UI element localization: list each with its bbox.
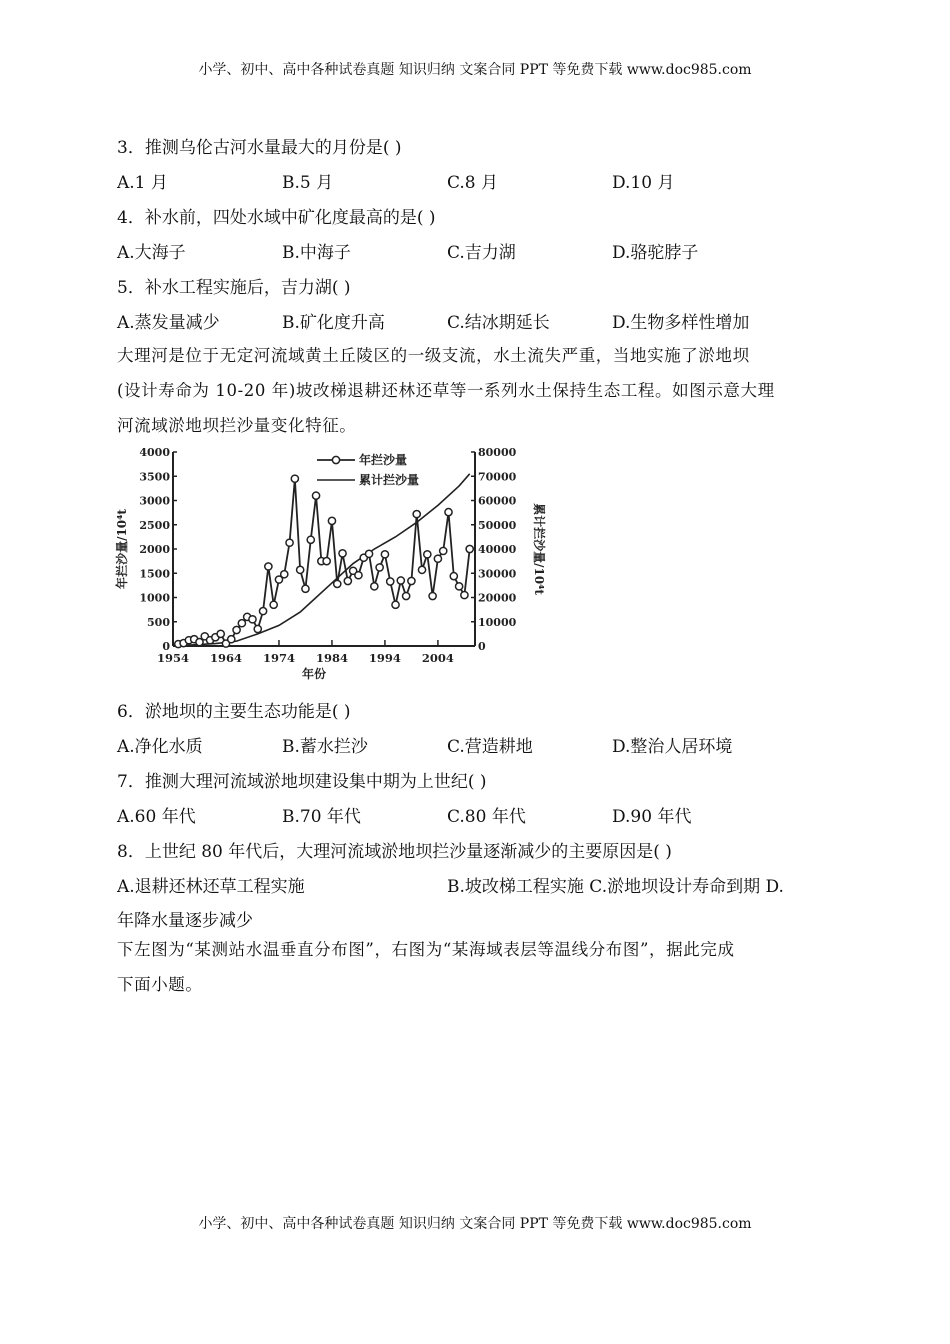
x-tick-label: 1954 <box>156 651 190 665</box>
option-c: C.营造耕地 <box>447 737 533 757</box>
annual-data-point <box>355 572 362 579</box>
sediment-chart <box>110 440 550 685</box>
legend-annual: 年拦沙量 <box>359 453 408 467</box>
x-tick-label: 1964 <box>209 651 242 665</box>
left-tick-label: 1000 <box>139 591 170 605</box>
right-tick-label: 60000 <box>478 494 517 508</box>
sediment-chart-svg <box>110 440 550 685</box>
page-footer: 小学、初中、高中各种试卷真题 知识归纳 文案合同 PPT 等免费下载 www.doc985.com <box>198 1216 752 1232</box>
annual-data-point <box>302 585 309 592</box>
option-c: C.8 月 <box>447 173 499 193</box>
left-tick-label: 3500 <box>139 470 170 484</box>
left-tick-label: 3000 <box>139 494 170 508</box>
question-7-stem: 7．推测大理河流域淤地坝建设集中期为上世纪( ) <box>117 772 487 792</box>
annual-data-point <box>445 509 452 516</box>
question-6-stem: 6．淤地坝的主要生态功能是( ) <box>117 702 351 722</box>
right-tick-label: 0 <box>478 640 486 653</box>
annual-data-point <box>371 583 378 590</box>
page-header: 小学、初中、高中各种试卷真题 知识归纳 文案合同 PPT 等免费下载 www.doc985.com <box>198 62 752 78</box>
question-3-stem: 3．推测乌伦古河水量最大的月份是( ) <box>117 138 402 158</box>
option-a: A.1 月 <box>117 173 168 193</box>
legend-cumulative: 累计拦沙量 <box>359 473 420 487</box>
left-tick-label: 500 <box>147 615 170 629</box>
annual-data-point <box>233 626 240 633</box>
right-tick-label: 30000 <box>478 567 517 581</box>
annual-data-point <box>397 577 404 584</box>
annual-data-point <box>323 558 330 565</box>
option-d: D.90 年代 <box>612 807 692 827</box>
option-d: D.10 月 <box>612 173 675 193</box>
right-tick-label: 70000 <box>478 470 517 484</box>
annual-data-point <box>387 578 394 585</box>
passage-line-2: (设计寿命为 10-20 年)坡改梯退耕还林还草等一系列水土保持生态工程。如图示意大理 <box>117 381 775 400</box>
option-d: D.骆驼脖子 <box>612 243 699 263</box>
right-tick-label: 40000 <box>478 543 517 556</box>
annual-data-point <box>312 492 319 499</box>
annual-data-point <box>408 577 415 584</box>
option-d: D.整治人居环境 <box>612 737 733 757</box>
option-b: B.5 月 <box>282 173 334 193</box>
annual-data-point <box>440 547 447 554</box>
annual-data-point <box>461 591 468 598</box>
annual-data-point <box>429 592 436 599</box>
annual-data-point <box>365 550 372 557</box>
option-c: C.80 年代 <box>447 807 526 827</box>
passage2-line-1: 下左图为“某测站水温垂直分布图”，右图为“某海域表层等温线分布图”，据此完成 <box>117 940 735 959</box>
right-tick-label: 10000 <box>478 615 517 629</box>
left-tick-label: 2000 <box>139 543 170 556</box>
annual-data-point <box>376 564 383 571</box>
right-tick-label: 20000 <box>478 591 517 605</box>
question-8-options-line-2: 年降水量逐步减少 <box>117 911 253 931</box>
option-b: B.蓄水拦沙 <box>282 737 368 757</box>
passage-dali-river <box>117 338 837 443</box>
question-8-stem: 8．上世纪 80 年代后，大理河流域淤地坝拦沙量逐渐减少的主要原因是( ) <box>117 842 672 862</box>
annual-data-point <box>291 475 298 482</box>
annual-data-point <box>270 601 277 608</box>
annual-data-point <box>403 592 410 599</box>
x-axis-label: 年份 <box>301 667 327 681</box>
passage-line-3: 河流域淤地坝拦沙量变化特征。 <box>117 416 357 435</box>
passage-line-1: 大理河是位于无定河流域黄土丘陵区的一级支流，水土流失严重，当地实施了淤地坝 <box>117 346 750 365</box>
annual-data-point <box>249 616 256 623</box>
annual-data-point <box>434 555 441 562</box>
annual-data-point <box>392 601 399 608</box>
annual-data-point <box>281 571 288 578</box>
option-b-c-d: B.坡改梯工程实施 C.淤地坝设计寿命到期 D. <box>447 877 784 897</box>
annual-data-point <box>254 625 261 632</box>
annual-data-point <box>265 563 272 570</box>
x-tick-label: 1974 <box>262 651 295 665</box>
left-tick-label: 2500 <box>139 518 170 532</box>
passage2-line-2: 下面小题。 <box>117 975 203 994</box>
option-a: A.净化水质 <box>117 737 203 757</box>
x-tick-label: 1994 <box>368 651 401 665</box>
option-a: A.退耕还林还草工程实施 <box>117 877 305 897</box>
option-b: B.中海子 <box>282 243 351 263</box>
option-a: A.蒸发量减少 <box>117 313 220 333</box>
annual-data-point <box>238 620 245 627</box>
option-c: C.吉力湖 <box>447 243 516 263</box>
annual-data-point <box>334 580 341 587</box>
annual-data-point <box>424 551 431 558</box>
right-axis-label: 累计拦沙量/10⁴t <box>532 503 546 595</box>
left-tick-label: 1500 <box>139 567 170 581</box>
x-tick-label: 2004 <box>421 651 454 665</box>
legend-circle-icon <box>332 456 339 463</box>
right-tick-label: 50000 <box>478 518 517 532</box>
annual-data-point <box>450 573 457 580</box>
x-tick-label: 1984 <box>315 651 348 665</box>
annual-data-point <box>456 583 463 590</box>
annual-data-point <box>217 630 224 637</box>
annual-data-point <box>259 607 266 614</box>
option-b: B.矿化度升高 <box>282 313 385 333</box>
annual-data-point <box>228 636 235 643</box>
left-tick-label: 0 <box>162 640 170 653</box>
left-axis-label: 年拦沙量/10⁴t <box>115 509 129 589</box>
option-a: A.60 年代 <box>117 807 196 827</box>
annual-data-point <box>344 577 351 584</box>
annual-data-point <box>418 566 425 573</box>
annual-data-point <box>413 510 420 517</box>
question-5-stem: 5．补水工程实施后，吉力湖( ) <box>117 278 351 298</box>
annual-data-point <box>286 539 293 546</box>
right-tick-label: 80000 <box>478 446 517 459</box>
annual-data-point <box>381 551 388 558</box>
left-tick-label: 4000 <box>139 446 170 459</box>
annual-data-point <box>297 566 304 573</box>
option-b: B.70 年代 <box>282 807 361 827</box>
question-4-stem: 4．补水前，四处水域中矿化度最高的是( ) <box>117 208 436 228</box>
annual-data-point <box>328 517 335 524</box>
annual-data-point <box>466 545 473 552</box>
option-c: C.结冰期延长 <box>447 313 550 333</box>
option-a: A.大海子 <box>117 243 186 263</box>
option-d: D.生物多样性增加 <box>612 313 750 333</box>
passage-water-temperature <box>117 932 837 1002</box>
annual-data-point <box>339 550 346 557</box>
annual-data-point <box>307 536 314 543</box>
